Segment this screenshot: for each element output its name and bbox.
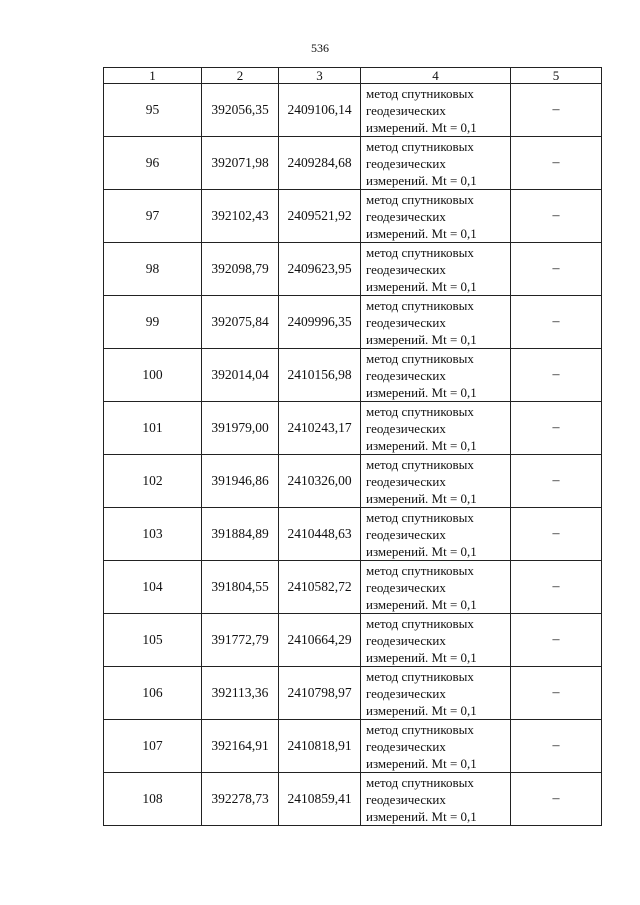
method-cell [361, 667, 511, 720]
method-text-line: геодезических [366, 208, 446, 224]
x-coordinate-cell: 392075,84 [202, 296, 279, 349]
method-cell [361, 773, 511, 826]
method-text-line: геодезических [366, 420, 446, 436]
point-number-cell: 106 [104, 667, 202, 720]
x-coordinate-cell: 392071,98 [202, 137, 279, 190]
x-coordinate-cell: 392014,04 [202, 349, 279, 402]
y-coordinate-cell: 2410818,91 [279, 720, 361, 773]
point-number-cell: 96 [104, 137, 202, 190]
method-cell [361, 190, 511, 243]
x-coordinate-cell: 391884,89 [202, 508, 279, 561]
method-text-line: метод спутниковых [366, 191, 474, 207]
x-coordinate-cell: 392278,73 [202, 773, 279, 826]
method-cell [361, 720, 511, 773]
method-text-line: метод спутниковых [366, 774, 474, 790]
method-text-line: измерений. Mt = 0,1 [366, 649, 477, 665]
table-row [104, 720, 602, 773]
method-cell [361, 243, 511, 296]
y-coordinate-cell: 2409996,35 [279, 296, 361, 349]
note-cell: – [511, 667, 602, 720]
method-text-line: измерений. Mt = 0,1 [366, 384, 477, 400]
y-coordinate-cell: 2410156,98 [279, 349, 361, 402]
point-number-cell: 103 [104, 508, 202, 561]
method-text-line: геодезических [366, 632, 446, 648]
method-text-line: измерений. Mt = 0,1 [366, 437, 477, 453]
method-cell [361, 84, 511, 137]
point-number-cell: 104 [104, 561, 202, 614]
method-text-line: измерений. Mt = 0,1 [366, 808, 477, 824]
method-cell [361, 402, 511, 455]
x-coordinate-cell: 392102,43 [202, 190, 279, 243]
method-text-line: геодезических [366, 738, 446, 754]
method-cell [361, 137, 511, 190]
point-number-cell: 98 [104, 243, 202, 296]
note-cell: – [511, 190, 602, 243]
coordinates-table [103, 67, 602, 826]
y-coordinate-cell: 2410243,17 [279, 402, 361, 455]
x-coordinate-cell: 391946,86 [202, 455, 279, 508]
table-header-row [104, 68, 602, 84]
method-cell [361, 349, 511, 402]
point-number-cell: 107 [104, 720, 202, 773]
method-text-line: измерений. Mt = 0,1 [366, 702, 477, 718]
table-row [104, 349, 602, 402]
method-text-line: измерений. Mt = 0,1 [366, 331, 477, 347]
method-text-line: геодезических [366, 261, 446, 277]
column-header-4: 4 [361, 68, 511, 84]
y-coordinate-cell: 2410798,97 [279, 667, 361, 720]
x-coordinate-cell: 391772,79 [202, 614, 279, 667]
point-number-cell: 95 [104, 84, 202, 137]
point-number-cell: 101 [104, 402, 202, 455]
note-cell: – [511, 614, 602, 667]
page-number: 536 [311, 41, 329, 55]
table-row [104, 190, 602, 243]
method-text-line: геодезических [366, 367, 446, 383]
table-row [104, 243, 602, 296]
method-text-line: метод спутниковых [366, 615, 474, 631]
method-text-line: измерений. Mt = 0,1 [366, 172, 477, 188]
note-cell: – [511, 137, 602, 190]
method-cell [361, 455, 511, 508]
column-header-1: 1 [104, 68, 202, 84]
x-coordinate-cell: 391979,00 [202, 402, 279, 455]
method-text-line: геодезических [366, 685, 446, 701]
method-text-line: метод спутниковых [366, 562, 474, 578]
method-text-line: измерений. Mt = 0,1 [366, 755, 477, 771]
method-text-line: измерений. Mt = 0,1 [366, 596, 477, 612]
method-cell [361, 614, 511, 667]
table-row [104, 137, 602, 190]
method-text-line: метод спутниковых [366, 403, 474, 419]
point-number-cell: 99 [104, 296, 202, 349]
table-row [104, 84, 602, 137]
table-row [104, 614, 602, 667]
table-row [104, 455, 602, 508]
table-row [104, 667, 602, 720]
x-coordinate-cell: 392164,91 [202, 720, 279, 773]
table-row [104, 296, 602, 349]
method-text-line: измерений. Mt = 0,1 [366, 278, 477, 294]
y-coordinate-cell: 2410448,63 [279, 508, 361, 561]
note-cell: – [511, 349, 602, 402]
method-text-line: метод спутниковых [366, 509, 474, 525]
method-text-line: метод спутниковых [366, 85, 474, 101]
y-coordinate-cell: 2410664,29 [279, 614, 361, 667]
method-text-line: метод спутниковых [366, 297, 474, 313]
method-text-line: измерений. Mt = 0,1 [366, 225, 477, 241]
column-header-3: 3 [279, 68, 361, 84]
y-coordinate-cell: 2409521,92 [279, 190, 361, 243]
point-number-cell: 97 [104, 190, 202, 243]
method-text-line: геодезических [366, 791, 446, 807]
table-row [104, 508, 602, 561]
note-cell: – [511, 508, 602, 561]
x-coordinate-cell: 392113,36 [202, 667, 279, 720]
table-row [104, 561, 602, 614]
method-cell [361, 508, 511, 561]
method-text-line: метод спутниковых [366, 244, 474, 260]
x-coordinate-cell: 392098,79 [202, 243, 279, 296]
note-cell: – [511, 720, 602, 773]
point-number-cell: 102 [104, 455, 202, 508]
note-cell: – [511, 773, 602, 826]
note-cell: – [511, 84, 602, 137]
table-row [104, 402, 602, 455]
method-cell [361, 296, 511, 349]
method-text-line: геодезических [366, 155, 446, 171]
point-number-cell: 108 [104, 773, 202, 826]
y-coordinate-cell: 2409106,14 [279, 84, 361, 137]
method-text-line: метод спутниковых [366, 350, 474, 366]
note-cell: – [511, 243, 602, 296]
table-row [104, 773, 602, 826]
point-number-cell: 100 [104, 349, 202, 402]
note-cell: – [511, 455, 602, 508]
method-text-line: геодезических [366, 473, 446, 489]
method-text-line: геодезических [366, 102, 446, 118]
method-text-line: измерений. Mt = 0,1 [366, 543, 477, 559]
note-cell: – [511, 296, 602, 349]
y-coordinate-cell: 2410859,41 [279, 773, 361, 826]
y-coordinate-cell: 2409623,95 [279, 243, 361, 296]
x-coordinate-cell: 391804,55 [202, 561, 279, 614]
column-header-5: 5 [511, 68, 602, 84]
method-text-line: метод спутниковых [366, 668, 474, 684]
y-coordinate-cell: 2410582,72 [279, 561, 361, 614]
column-header-2: 2 [202, 68, 279, 84]
y-coordinate-cell: 2409284,68 [279, 137, 361, 190]
point-number-cell: 105 [104, 614, 202, 667]
note-cell: – [511, 402, 602, 455]
method-text-line: геодезических [366, 579, 446, 595]
method-text-line: геодезических [366, 526, 446, 542]
method-text-line: геодезических [366, 314, 446, 330]
method-text-line: метод спутниковых [366, 138, 474, 154]
method-text-line: метод спутниковых [366, 721, 474, 737]
method-text-line: измерений. Mt = 0,1 [366, 490, 477, 506]
note-cell: – [511, 561, 602, 614]
method-text-line: метод спутниковых [366, 456, 474, 472]
x-coordinate-cell: 392056,35 [202, 84, 279, 137]
method-cell [361, 561, 511, 614]
method-text-line: измерений. Mt = 0,1 [366, 119, 477, 135]
y-coordinate-cell: 2410326,00 [279, 455, 361, 508]
